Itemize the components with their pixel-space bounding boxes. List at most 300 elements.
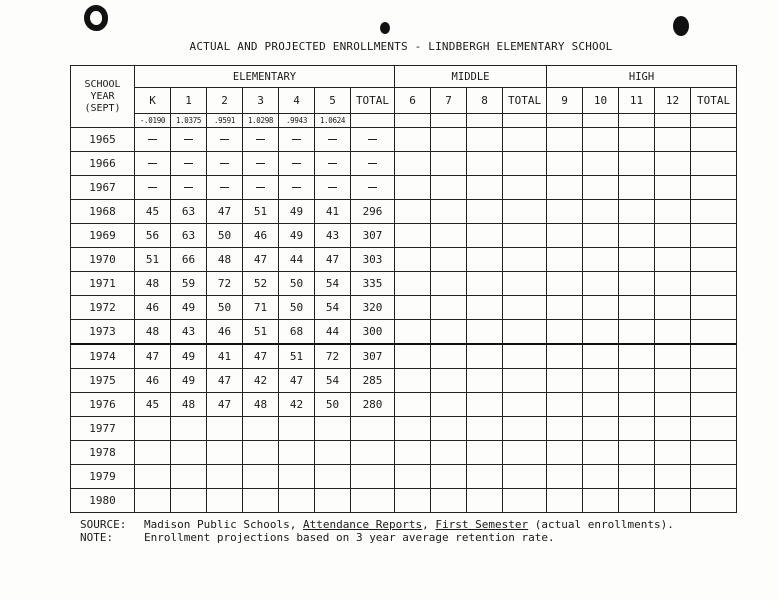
empty-cell (655, 199, 691, 223)
source-text: Madison Public Schools, Attendance Reports, First Semester (actual enrollments). (144, 518, 674, 531)
dash-mark (368, 139, 377, 140)
dash-mark (256, 139, 265, 140)
year-cell: 1967 (71, 175, 135, 199)
empty-cell (431, 417, 467, 441)
note-label: NOTE: (80, 531, 114, 544)
empty-cell (467, 128, 503, 152)
document-title: ACTUAL AND PROJECTED ENROLLMENTS - LINDBERGH ELEMENTARY SCHOOL (189, 40, 613, 53)
empty-cell (395, 271, 431, 295)
empty-cell (583, 488, 619, 512)
empty-cell (395, 441, 431, 465)
empty-cell (431, 488, 467, 512)
empty-cell (135, 417, 171, 441)
enrollment-cell: 307 (351, 223, 395, 247)
empty-cell (395, 128, 431, 152)
punch-hole-left (84, 5, 108, 31)
empty-cell (583, 417, 619, 441)
column-header: K (135, 88, 171, 114)
enrollment-cell: 72 (315, 344, 351, 369)
enrollment-cell: 51 (243, 319, 279, 344)
empty-cell (503, 488, 547, 512)
empty-cell (547, 319, 583, 344)
dash-cell (315, 175, 351, 199)
table-row (71, 175, 737, 199)
enrollment-cell: 45 (135, 199, 171, 223)
dash-mark (148, 163, 157, 164)
empty-cell (655, 319, 691, 344)
empty-cell (395, 247, 431, 271)
empty-cell (583, 295, 619, 319)
empty-cell (583, 223, 619, 247)
enrollment-cell: 300 (351, 319, 395, 344)
empty-cell (547, 295, 583, 319)
empty-cell (243, 488, 279, 512)
empty-cell (691, 465, 737, 489)
retention-rate-row (71, 114, 737, 128)
column-header: 6 (395, 88, 431, 114)
dash-mark (292, 187, 301, 188)
table-row (71, 199, 737, 223)
table-row (71, 344, 737, 369)
empty-cell (655, 369, 691, 393)
column-header: 9 (547, 88, 583, 114)
empty-cell (547, 465, 583, 489)
empty-cell (395, 344, 431, 369)
empty-cell (547, 247, 583, 271)
empty-cell (691, 369, 737, 393)
enrollment-cell: 63 (171, 199, 207, 223)
enrollment-cell: 49 (279, 223, 315, 247)
empty-cell (547, 199, 583, 223)
retention-rate: 1.0624 (315, 114, 351, 128)
dash-mark (368, 187, 377, 188)
empty-cell (619, 369, 655, 393)
empty-cell (395, 223, 431, 247)
enrollment-cell: 46 (135, 295, 171, 319)
empty-cell (431, 271, 467, 295)
enrollment-cell: 51 (279, 344, 315, 369)
enrollment-cell: 296 (351, 199, 395, 223)
enrollment-cell: 63 (171, 223, 207, 247)
empty-cell (395, 319, 431, 344)
empty-cell (655, 417, 691, 441)
empty-cell (467, 199, 503, 223)
enrollment-cell: 47 (279, 369, 315, 393)
empty-cell (431, 465, 467, 489)
empty-cell (691, 295, 737, 319)
enrollment-cell: 52 (243, 271, 279, 295)
empty-cell (655, 441, 691, 465)
enrollment-table (70, 65, 737, 513)
empty-cell (315, 488, 351, 512)
enrollment-cell: 307 (351, 344, 395, 369)
empty-cell (279, 488, 315, 512)
empty-cell (243, 417, 279, 441)
school-year-header: SCHOOL YEAR (SEPT) (71, 66, 135, 128)
empty-cell (655, 393, 691, 417)
empty-cell (655, 271, 691, 295)
empty-cell (691, 344, 737, 369)
enrollment-cell: 49 (279, 199, 315, 223)
empty-cell (431, 199, 467, 223)
empty-cell (207, 465, 243, 489)
empty-cell (691, 247, 737, 271)
dash-cell (207, 128, 243, 152)
empty-cell (207, 441, 243, 465)
empty-cell (583, 344, 619, 369)
table-row (71, 465, 737, 489)
empty-cell (503, 393, 547, 417)
note-text: Enrollment projections based on 3 year average retention rate. (144, 531, 555, 544)
retention-rate: 1.0375 (171, 114, 207, 128)
middle-group-header: MIDDLE (395, 66, 547, 88)
empty-cell (503, 151, 547, 175)
retention-rate: .9591 (207, 114, 243, 128)
empty-cell (467, 417, 503, 441)
empty-cell (583, 114, 619, 128)
table-row (71, 488, 737, 512)
enrollment-cell: 72 (207, 271, 243, 295)
column-header: 2 (207, 88, 243, 114)
enrollment-cell: 43 (315, 223, 351, 247)
table-row (71, 393, 737, 417)
column-header-row (71, 88, 737, 114)
empty-cell (431, 295, 467, 319)
empty-cell (691, 223, 737, 247)
empty-cell (467, 369, 503, 393)
table-row (71, 128, 737, 152)
empty-cell (691, 175, 737, 199)
enrollment-cell: 47 (207, 369, 243, 393)
year-cell: 1970 (71, 247, 135, 271)
enrollment-cell: 49 (171, 295, 207, 319)
enrollment-cell: 48 (207, 247, 243, 271)
dash-mark (184, 187, 193, 188)
empty-cell (431, 247, 467, 271)
enrollment-cell: 50 (207, 295, 243, 319)
empty-cell (503, 175, 547, 199)
dash-mark (220, 163, 229, 164)
column-header: 4 (279, 88, 315, 114)
dash-mark (368, 163, 377, 164)
empty-cell (395, 393, 431, 417)
empty-cell (395, 114, 431, 128)
empty-cell (207, 488, 243, 512)
empty-cell (691, 199, 737, 223)
empty-cell (503, 247, 547, 271)
enrollment-cell: 335 (351, 271, 395, 295)
empty-cell (583, 175, 619, 199)
year-cell: 1969 (71, 223, 135, 247)
empty-cell (619, 295, 655, 319)
enrollment-cell: 48 (135, 271, 171, 295)
enrollment-cell: 285 (351, 369, 395, 393)
dash-cell (243, 175, 279, 199)
enrollment-cell: 42 (243, 369, 279, 393)
table-row (71, 319, 737, 344)
enrollment-cell: 44 (315, 319, 351, 344)
year-cell: 1975 (71, 369, 135, 393)
dash-cell (351, 128, 395, 152)
enrollment-cell: 56 (135, 223, 171, 247)
table-row (71, 223, 737, 247)
empty-cell (655, 114, 691, 128)
empty-cell (395, 488, 431, 512)
column-header: TOTAL (351, 88, 395, 114)
empty-cell (171, 488, 207, 512)
empty-cell (691, 441, 737, 465)
dash-cell (243, 128, 279, 152)
enrollment-cell: 47 (315, 247, 351, 271)
empty-cell (655, 223, 691, 247)
empty-cell (171, 441, 207, 465)
empty-cell (547, 393, 583, 417)
empty-cell (431, 369, 467, 393)
empty-cell (619, 128, 655, 152)
column-header: 1 (171, 88, 207, 114)
dash-cell (207, 151, 243, 175)
table-row (71, 151, 737, 175)
enrollment-cell: 50 (279, 271, 315, 295)
dash-mark (148, 139, 157, 140)
empty-cell (467, 175, 503, 199)
dash-mark (220, 139, 229, 140)
empty-cell (503, 128, 547, 152)
enrollment-cell: 42 (279, 393, 315, 417)
empty-cell (619, 441, 655, 465)
column-header: 7 (431, 88, 467, 114)
column-header: 11 (619, 88, 655, 114)
empty-cell (503, 114, 547, 128)
enrollment-cell: 47 (243, 344, 279, 369)
empty-cell (547, 369, 583, 393)
empty-cell (351, 465, 395, 489)
empty-cell (243, 441, 279, 465)
high-group-header: HIGH (547, 66, 737, 88)
empty-cell (619, 151, 655, 175)
empty-cell (655, 344, 691, 369)
empty-cell (395, 417, 431, 441)
empty-cell (431, 223, 467, 247)
empty-cell (655, 151, 691, 175)
empty-cell (547, 417, 583, 441)
empty-cell (547, 271, 583, 295)
empty-cell (503, 223, 547, 247)
empty-cell (135, 441, 171, 465)
punch-hole-right (673, 16, 689, 36)
empty-cell (395, 369, 431, 393)
empty-cell (619, 393, 655, 417)
dash-mark (148, 187, 157, 188)
enrollment-cell: 47 (243, 247, 279, 271)
empty-cell (503, 465, 547, 489)
column-header: 12 (655, 88, 691, 114)
enrollment-cell: 51 (135, 247, 171, 271)
dash-cell (135, 151, 171, 175)
elementary-group-header: ELEMENTARY (135, 66, 395, 88)
empty-cell (315, 417, 351, 441)
dash-mark (292, 163, 301, 164)
empty-cell (503, 369, 547, 393)
empty-cell (467, 465, 503, 489)
dash-cell (315, 128, 351, 152)
enrollment-cell: 59 (171, 271, 207, 295)
empty-cell (279, 417, 315, 441)
source-label: SOURCE: (80, 518, 127, 531)
year-cell: 1965 (71, 128, 135, 152)
enrollment-cell: 46 (243, 223, 279, 247)
empty-cell (619, 344, 655, 369)
year-cell: 1978 (71, 441, 135, 465)
dash-cell (207, 175, 243, 199)
empty-cell (583, 465, 619, 489)
dash-cell (351, 175, 395, 199)
empty-cell (431, 151, 467, 175)
empty-cell (351, 441, 395, 465)
enrollment-cell: 49 (171, 344, 207, 369)
empty-cell (243, 465, 279, 489)
empty-cell (619, 223, 655, 247)
enrollment-cell: 303 (351, 247, 395, 271)
dash-mark (184, 139, 193, 140)
empty-cell (583, 271, 619, 295)
enrollment-cell: 41 (207, 344, 243, 369)
dash-cell (243, 151, 279, 175)
retention-rate: -.0190 (135, 114, 171, 128)
empty-cell (691, 488, 737, 512)
enrollment-cell: 47 (135, 344, 171, 369)
dash-cell (171, 175, 207, 199)
dash-cell (135, 128, 171, 152)
empty-cell (691, 393, 737, 417)
enrollment-cell: 49 (171, 369, 207, 393)
empty-cell (547, 441, 583, 465)
empty-cell (655, 175, 691, 199)
empty-cell (503, 417, 547, 441)
empty-cell (395, 175, 431, 199)
empty-cell (171, 417, 207, 441)
empty-cell (431, 441, 467, 465)
empty-cell (619, 175, 655, 199)
enrollment-cell: 54 (315, 271, 351, 295)
year-cell: 1971 (71, 271, 135, 295)
table-row (71, 295, 737, 319)
empty-cell (467, 295, 503, 319)
punch-hole-center (380, 22, 390, 34)
dash-cell (171, 128, 207, 152)
enrollment-cell: 51 (243, 199, 279, 223)
empty-cell (583, 393, 619, 417)
enrollment-cell: 54 (315, 295, 351, 319)
dash-mark (184, 163, 193, 164)
empty-cell (171, 465, 207, 489)
enrollment-cell: 48 (171, 393, 207, 417)
empty-cell (431, 344, 467, 369)
empty-cell (691, 417, 737, 441)
empty-cell (691, 128, 737, 152)
year-cell: 1966 (71, 151, 135, 175)
empty-cell (655, 295, 691, 319)
enrollment-cell: 41 (315, 199, 351, 223)
empty-cell (655, 465, 691, 489)
enrollment-cell: 47 (207, 393, 243, 417)
table-row (71, 271, 737, 295)
retention-rate: 1.0298 (243, 114, 279, 128)
empty-cell (467, 441, 503, 465)
enrollment-cell: 48 (243, 393, 279, 417)
enrollment-cell: 320 (351, 295, 395, 319)
empty-cell (547, 114, 583, 128)
enrollment-cell: 280 (351, 393, 395, 417)
column-header: 5 (315, 88, 351, 114)
table-row (71, 417, 737, 441)
empty-cell (547, 344, 583, 369)
empty-cell (547, 128, 583, 152)
table-row (71, 247, 737, 271)
empty-cell (583, 128, 619, 152)
empty-cell (619, 247, 655, 271)
enrollment-cell: 48 (135, 319, 171, 344)
empty-cell (351, 488, 395, 512)
empty-cell (503, 271, 547, 295)
enrollment-cell: 50 (207, 223, 243, 247)
empty-cell (467, 393, 503, 417)
empty-cell (467, 223, 503, 247)
dash-mark (256, 163, 265, 164)
enrollment-cell: 50 (279, 295, 315, 319)
empty-cell (467, 319, 503, 344)
empty-cell (619, 488, 655, 512)
enrollment-cell: 45 (135, 393, 171, 417)
empty-cell (207, 417, 243, 441)
dash-mark (256, 187, 265, 188)
empty-cell (431, 393, 467, 417)
empty-cell (547, 223, 583, 247)
year-cell: 1976 (71, 393, 135, 417)
enrollment-cell: 47 (207, 199, 243, 223)
dash-cell (171, 151, 207, 175)
dash-cell (279, 151, 315, 175)
empty-cell (503, 199, 547, 223)
empty-cell (467, 114, 503, 128)
empty-cell (467, 151, 503, 175)
empty-cell (655, 488, 691, 512)
column-header: 3 (243, 88, 279, 114)
enrollment-cell: 46 (207, 319, 243, 344)
empty-cell (619, 199, 655, 223)
empty-cell (583, 151, 619, 175)
empty-cell (279, 465, 315, 489)
dash-mark (328, 139, 337, 140)
enrollment-cell: 50 (315, 393, 351, 417)
year-cell: 1977 (71, 417, 135, 441)
year-cell: 1972 (71, 295, 135, 319)
empty-cell (583, 369, 619, 393)
dash-cell (135, 175, 171, 199)
empty-cell (619, 271, 655, 295)
empty-cell (619, 417, 655, 441)
empty-cell (619, 465, 655, 489)
dash-cell (315, 151, 351, 175)
empty-cell (467, 271, 503, 295)
dash-cell (279, 128, 315, 152)
empty-cell (395, 151, 431, 175)
dash-mark (220, 187, 229, 188)
empty-cell (503, 295, 547, 319)
empty-cell (583, 199, 619, 223)
empty-cell (583, 319, 619, 344)
footer (80, 518, 674, 544)
